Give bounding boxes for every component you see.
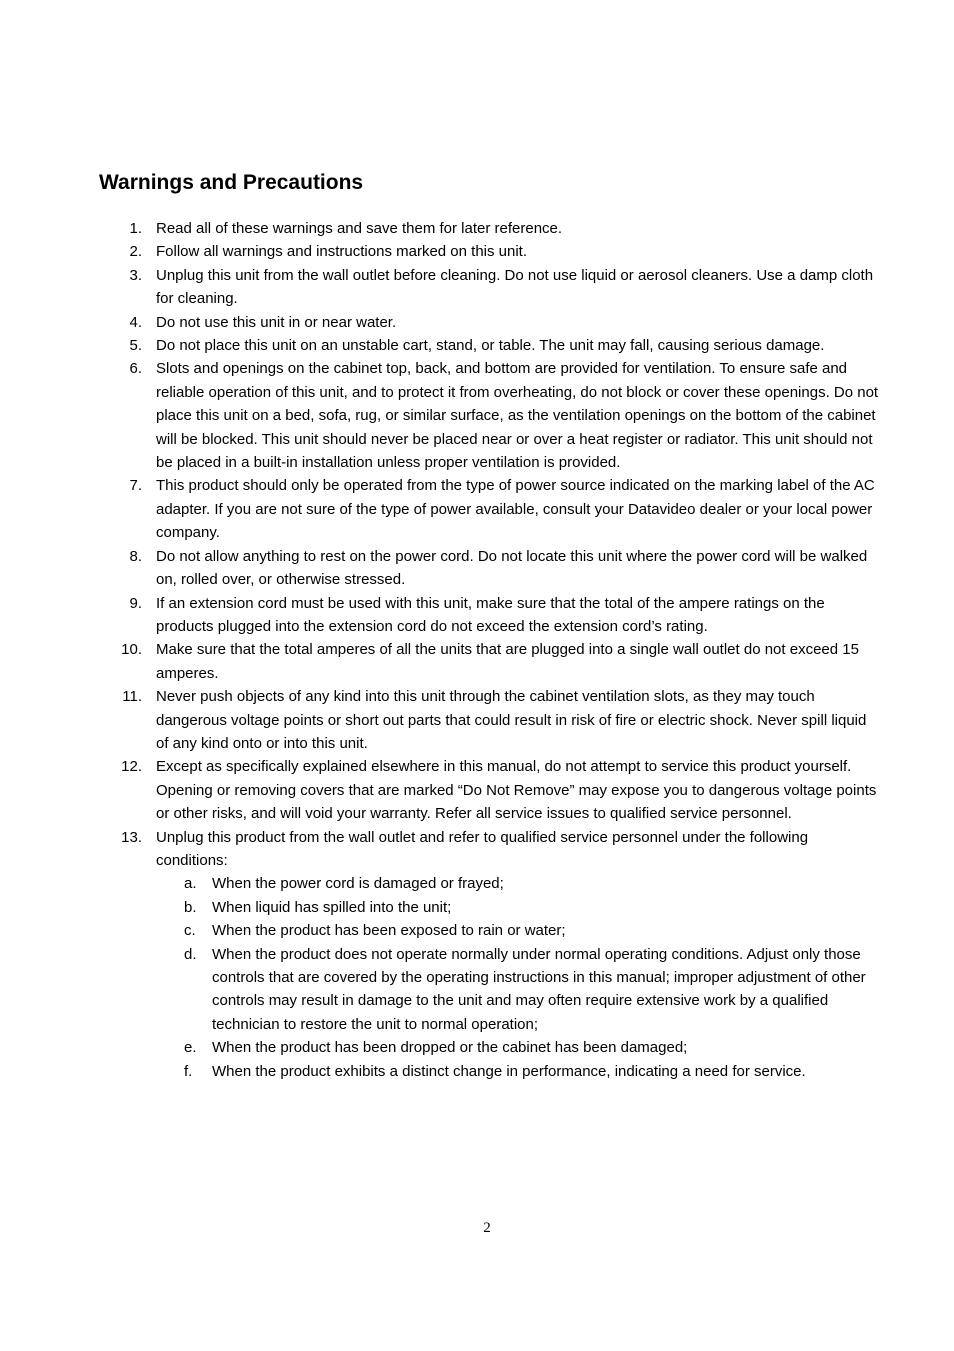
item-number: 6. xyxy=(129,360,142,378)
sublist-item xyxy=(156,1036,880,1059)
list-item xyxy=(120,592,880,639)
item-text: Except as specifically explained elsewhere in this manual, do not attempt to service this product yourself. Opening or removing covers that are marked “Do Not Remove” may expose you to dangerous voltage points or other risks, and will void your warranty. Refer all service issues to qualified service personnel. xyxy=(156,758,877,823)
subitem-text: When the product has been exposed to rain or water; xyxy=(212,922,566,940)
item-number: 10. xyxy=(121,641,142,659)
sublist-item xyxy=(156,943,880,1037)
subitem-text: When liquid has spilled into the unit; xyxy=(212,898,452,916)
sublist-item xyxy=(156,1060,880,1083)
sublist-item xyxy=(156,896,880,919)
item-text: Slots and openings on the cabinet top, back, and bottom are provided for ventilation. To ensure safe and reliable operation of this unit, and to protect it from overheating, do not block or cover these openings. Do not place this unit on a bed, sofa, rug, or similar surface, as the ventilation openings on the bottom of the cabinet will be blocked. This unit should never be placed near or over a heat register or radiator. This unit should not be placed in a built-in installation unless proper ventilation is provided. xyxy=(156,360,879,472)
list-item xyxy=(120,755,880,825)
item-text: Never push objects of any kind into this unit through the cabinet ventilation slots, as they may touch dangerous voltage points or short out parts that could result in risk of fire or electric shock. Never spill liquid of any kind onto or into this unit. xyxy=(156,688,867,752)
item-number: 8. xyxy=(129,547,142,565)
item-number: 7. xyxy=(129,477,142,495)
item-text: This product should only be operated from the type of power source indicated on the marking label of the AC adapter. If you are not sure of the type of power available, consult your Datavideo dealer or your local power company. xyxy=(156,477,875,542)
conditions-sublist xyxy=(156,872,880,1083)
item-text: Unplug this unit from the wall outlet before cleaning. Do not use liquid or aerosol cleaners. Use a damp cloth for cleaning. xyxy=(156,266,874,308)
list-item xyxy=(120,826,880,1083)
list-item xyxy=(120,311,880,334)
sublist-item xyxy=(156,872,880,895)
item-number: 5. xyxy=(129,337,142,355)
item-number: 9. xyxy=(129,594,142,612)
subitem-text: When the product has been dropped or the cabinet has been damaged; xyxy=(212,1039,688,1057)
page-title: Warnings and Precautions xyxy=(99,171,364,194)
subitem-letter: f. xyxy=(184,1062,193,1080)
item-text: Read all of these warnings and save them for later reference. xyxy=(156,220,563,237)
item-text: If an extension cord must be used with this unit, make sure that the total of the ampere ratings on the products plugged into the extension cord do not exceed the extension cord’s rating. xyxy=(156,594,825,635)
subitem-text: When the product does not operate normally under normal operating conditions. Adjust only those controls that are covered by the operating instructions in this manual; improper adjustment of other controls may result in damage to the unit and may often require extensive work by a qualified technician to restore the unit to normal operation; xyxy=(212,945,866,1033)
subitem-text: When the product exhibits a distinct change in performance, indicating a need for service. xyxy=(212,1062,806,1080)
item-text: Unplug this product from the wall outlet and refer to qualified service personnel under the following conditions: xyxy=(156,828,809,869)
list-item xyxy=(120,217,880,240)
warnings-list xyxy=(120,217,880,1083)
item-text: Do not place this unit on an unstable cart, stand, or table. The unit may fall, causing serious damage. xyxy=(156,337,825,355)
subitem-letter: b. xyxy=(184,898,197,916)
list-item xyxy=(120,638,880,685)
page-number: 2 xyxy=(483,1220,491,1236)
subitem-letter: c. xyxy=(184,922,196,940)
list-item xyxy=(120,685,880,755)
item-text: Do not allow anything to rest on the power cord. Do not locate this unit where the power cord will be walked on, rolled over, or otherwise stressed. xyxy=(156,547,868,589)
item-text: Follow all warnings and instructions marked on this unit. xyxy=(156,243,528,261)
item-number: 2. xyxy=(129,243,142,261)
list-item xyxy=(120,264,880,311)
subitem-letter: d. xyxy=(184,945,197,963)
item-text: Do not use this unit in or near water. xyxy=(156,313,397,331)
item-number: 3. xyxy=(129,266,142,284)
item-number: 4. xyxy=(129,313,142,331)
item-number: 13. xyxy=(121,828,142,846)
list-item xyxy=(120,357,880,474)
subitem-text: When the power cord is damaged or frayed; xyxy=(212,875,504,893)
list-item xyxy=(120,474,880,544)
item-number: 12. xyxy=(121,758,142,776)
list-item xyxy=(120,545,880,592)
subitem-letter: e. xyxy=(184,1039,197,1057)
subitem-letter: a. xyxy=(184,875,197,893)
sublist-item xyxy=(156,919,880,942)
list-item xyxy=(120,240,880,263)
list-item xyxy=(120,334,880,357)
item-number: 1. xyxy=(129,220,142,237)
item-number: 11. xyxy=(122,688,142,706)
item-text: Make sure that the total amperes of all the units that are plugged into a single wall outlet do not exceed 15 amperes. xyxy=(156,641,859,682)
